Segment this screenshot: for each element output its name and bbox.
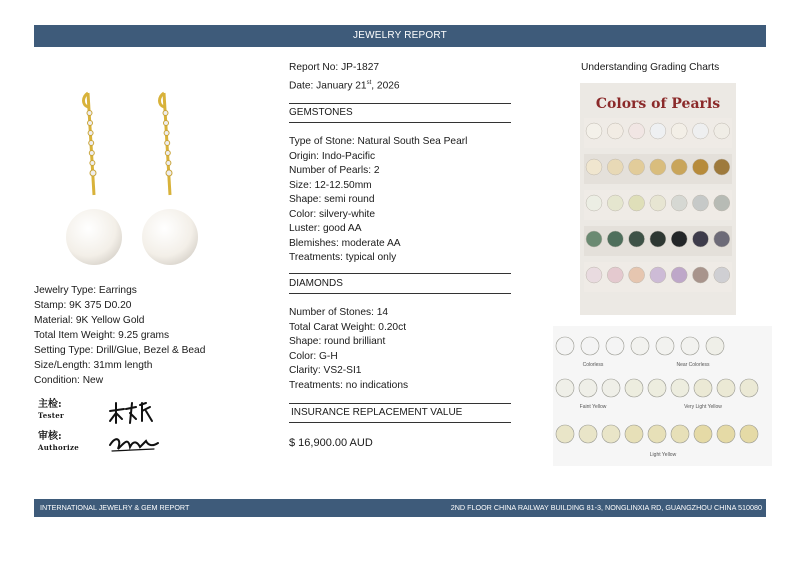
diamond-swatch (579, 425, 597, 443)
pearl-swatch (650, 231, 666, 247)
diamond-swatch (579, 379, 597, 397)
diamond-swatch (656, 337, 674, 355)
jewelry-stamp: Stamp: 9K 375 D0.20 (34, 300, 132, 311)
jewelry-condition: Condition: New (34, 375, 104, 386)
pearl-swatch (607, 267, 623, 283)
right-pearl (142, 209, 198, 265)
insurance-bottom-rule (289, 422, 511, 423)
gem-blemishes: Blemishes: moderate AA (289, 237, 401, 249)
pearl-swatch (671, 267, 687, 283)
diamonds-heading: DIAMONDS (289, 278, 343, 289)
report-date: Date: January 21st, 2026 (289, 79, 400, 91)
diamond-swatch (606, 337, 624, 355)
gem-count: Number of Pearls: 2 (289, 165, 380, 176)
gemstones-bottom-rule (289, 122, 511, 123)
insurance-value: $ 16,900.00 AUD (289, 437, 373, 449)
pearl-swatch (671, 123, 687, 139)
pearl-swatch (629, 231, 645, 247)
pearl-swatch (586, 231, 602, 247)
gem-color: Color: silvery-white (289, 208, 376, 220)
diamond-treatments: Treatments: no indications (289, 379, 409, 391)
pearl-swatch (607, 195, 623, 211)
diamond-swatch (671, 379, 689, 397)
diamond-color: Color: G-H (289, 350, 338, 362)
pearl-swatch (671, 231, 687, 247)
insurance-heading: INSURANCE REPLACEMENT VALUE (291, 407, 463, 418)
jewelry-setting: Setting Type: Drill/Glue, Bezel & Bead (34, 345, 206, 356)
diamond-swatch (648, 379, 666, 397)
pearl-swatch (693, 195, 709, 211)
gem-treatments: Treatments: typical only (289, 252, 397, 263)
pearl-swatch (629, 267, 645, 283)
diamond-group-label: Near Colorless (676, 362, 710, 368)
report-footer-bar (34, 499, 766, 517)
left-pearl (66, 209, 122, 265)
signature-block (38, 397, 163, 457)
jewelry-type: Jewelry Type: Earrings (34, 285, 137, 296)
diamond-swatch (717, 379, 735, 397)
diamond-swatch (694, 379, 712, 397)
pearl-colors-chart (580, 83, 736, 315)
diamond-swatch (625, 379, 643, 397)
pearl-swatch (607, 159, 623, 175)
pearl-swatch (650, 195, 666, 211)
pearl-swatch (693, 267, 709, 283)
authorize-label: 审核: Authorize (38, 431, 79, 452)
diamond-group-label: Very Light Yellow (684, 404, 722, 410)
diamond-swatch (694, 425, 712, 443)
pearl-swatch (693, 231, 709, 247)
pearl-swatch (607, 231, 623, 247)
grading-charts-title: Understanding Grading Charts (581, 62, 720, 73)
pearl-swatch (607, 123, 623, 139)
diamond-clarity: Clarity: VS2-SI1 (289, 365, 362, 376)
pearl-swatch (714, 231, 730, 247)
diamond-swatch (556, 379, 574, 397)
pearl-swatch (693, 159, 709, 175)
diamond-swatch (581, 337, 599, 355)
diamond-swatch (681, 337, 699, 355)
diamond-group-label: Light Yellow (649, 452, 677, 458)
pearl-swatch (693, 123, 709, 139)
diamonds-top-rule (289, 273, 511, 274)
diamond-shape: Shape: round brilliant (289, 336, 386, 347)
pearl-swatch (586, 123, 602, 139)
diamond-group-label: Colorless (582, 362, 604, 368)
diamond-group-label: Faint Yellow (579, 404, 607, 410)
diamond-swatch (706, 337, 724, 355)
gemstones-heading: GEMSTONES (289, 107, 353, 118)
pearl-swatch (629, 123, 645, 139)
report-header-bar (34, 25, 766, 47)
pearl-swatch (650, 267, 666, 283)
footer-address: 2ND FLOOR CHINA RAILWAY BUILDING 81-3, NONGLINXIA RD, GUANGZHOU CHINA 510080 (450, 503, 762, 512)
pearl-swatch (650, 159, 666, 175)
jewelry-specs (34, 283, 205, 388)
report-number: Report No: JP-1827 (289, 62, 380, 73)
diamond-swatch (671, 425, 689, 443)
diamond-swatch (740, 425, 758, 443)
pearl-swatch (714, 267, 730, 283)
handwritten-signatures (106, 399, 162, 455)
gem-type: Type of Stone: Natural South Sea Pearl (289, 136, 468, 147)
diamond-swatch (602, 425, 620, 443)
pearl-swatch (714, 159, 730, 175)
diamond-swatch (556, 425, 574, 443)
report-meta (289, 61, 400, 93)
diamond-swatch (602, 379, 620, 397)
gem-size: Size: 12-12.50mm (289, 179, 372, 191)
pearl-swatch (671, 195, 687, 211)
pearl-swatch (629, 195, 645, 211)
pearl-swatch (586, 267, 602, 283)
gem-origin: Origin: Indo-Pacific (289, 150, 376, 162)
diamond-color-chart (553, 326, 772, 466)
pearl-swatch (629, 159, 645, 175)
diamond-swatch (631, 337, 649, 355)
tester-label: 主检: Tester (38, 399, 64, 420)
pearl-swatch (671, 159, 687, 175)
pearl-swatch (586, 159, 602, 175)
jewelry-weight: Total Item Weight: 9.25 grams (34, 330, 170, 341)
diamond-count: Number of Stones: 14 (289, 307, 389, 318)
gem-shape: Shape: semi round (289, 194, 375, 205)
jewelry-size: Size/Length: 31mm length (34, 360, 153, 371)
diamond-carat: Total Carat Weight: 0.20ct (289, 321, 407, 333)
diamond-swatch (717, 425, 735, 443)
jewelry-material: Material: 9K Yellow Gold (34, 315, 145, 326)
diamonds-bottom-rule (289, 293, 511, 294)
diamond-swatch (625, 425, 643, 443)
footer-org: INTERNATIONAL JEWELRY & GEM REPORT (40, 503, 190, 512)
diamonds-details (289, 306, 408, 393)
gemstones-details (289, 135, 467, 266)
diamond-swatch (648, 425, 666, 443)
report-title: JEWELRY REPORT (353, 30, 447, 41)
earrings-image (60, 85, 220, 265)
pearl-swatch (650, 123, 666, 139)
pearl-swatch (714, 195, 730, 211)
diamond-swatch (556, 337, 574, 355)
pearl-swatch (586, 195, 602, 211)
pearl-swatch (714, 123, 730, 139)
diamond-swatch (740, 379, 758, 397)
pearl-chart-title: Colors of Pearls (595, 96, 721, 112)
gem-luster: Luster: good AA (289, 223, 362, 234)
